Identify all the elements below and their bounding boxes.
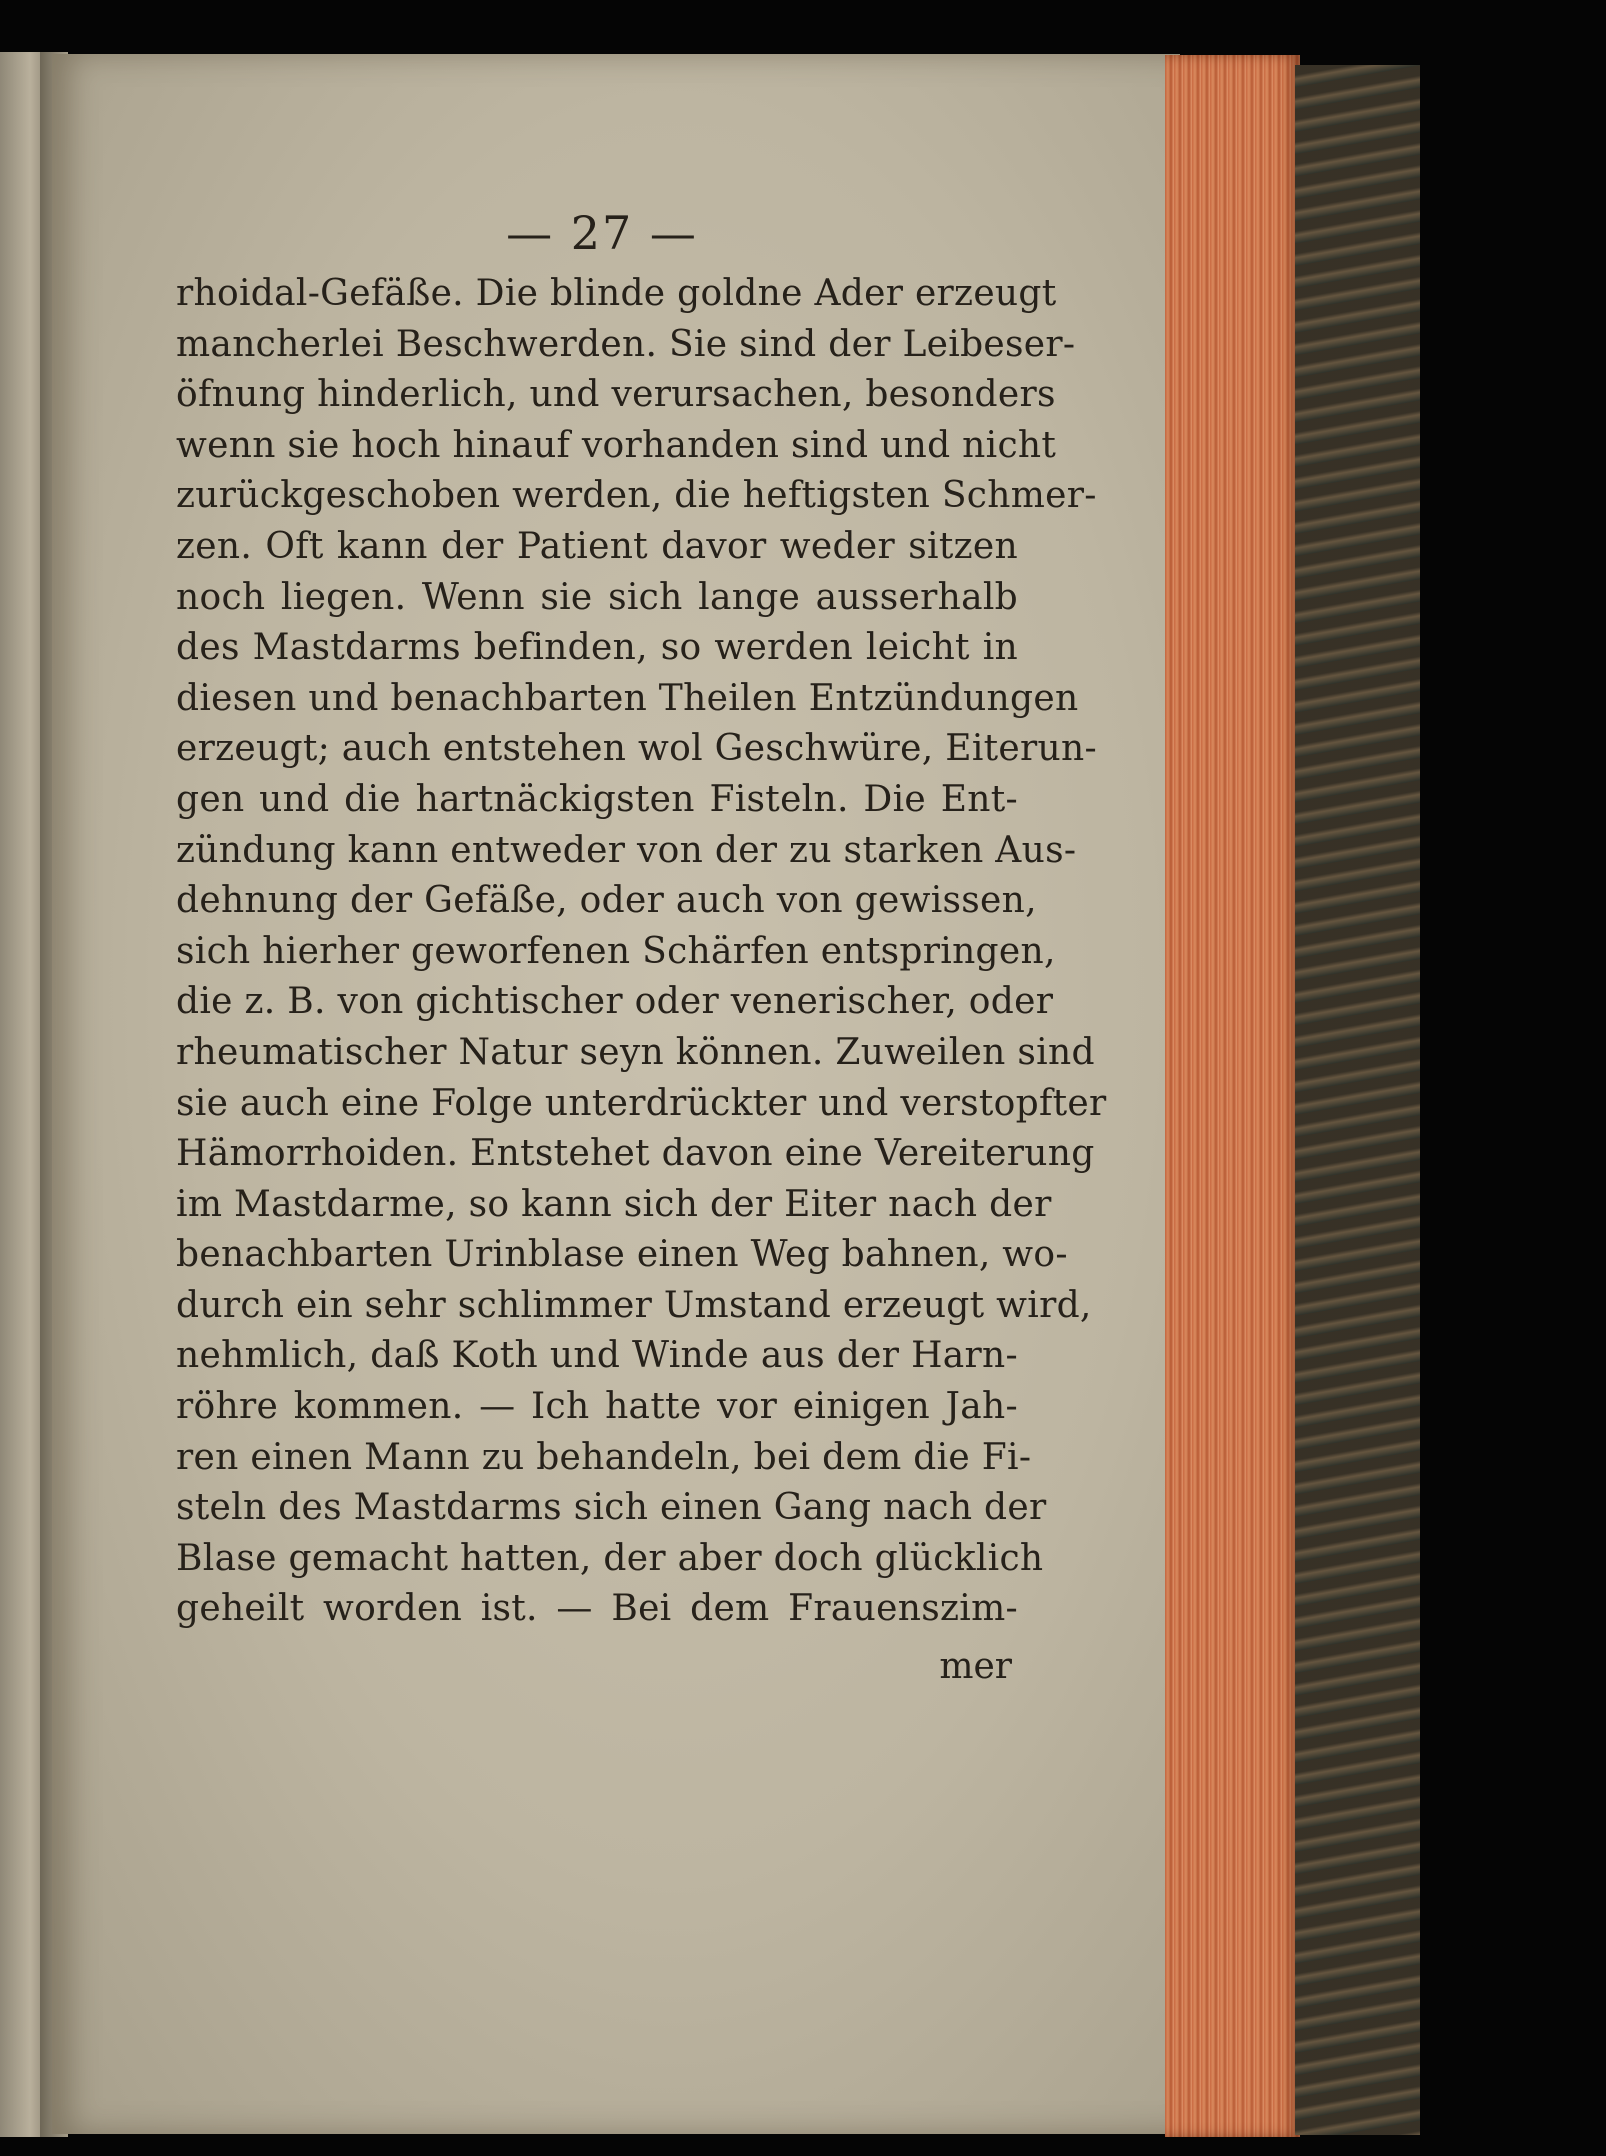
text-line: sie auch eine Folge unterdrückter und verstopfter xyxy=(176,1082,1107,1124)
text-line: steln des Mastdarms sich einen Gang nach der xyxy=(176,1487,1047,1529)
text-line: zündung kann entweder von der zu starken Aus- xyxy=(176,829,1077,871)
text-line: sich hierher geworfenen Schärfen entspringen, xyxy=(176,930,1056,972)
text-line: ren einen Mann zu behandeln, bei dem die Fi- xyxy=(176,1436,1032,1478)
text-line: dehnung der Gefäße, oder auch von gewissen, xyxy=(176,880,1037,922)
text-line: rheumatischer Natur seyn können. Zuweilen sind xyxy=(176,1031,1095,1073)
marbled-cover-board xyxy=(1295,65,1420,2135)
text-line: mancherlei Beschwerden. Sie sind der Leibeser- xyxy=(176,323,1076,365)
body-text xyxy=(176,269,1107,1635)
text-line: durch ein sehr schlimmer Umstand erzeugt wird, xyxy=(176,1284,1092,1326)
text-line: zen. Oft kann der Patient davor weder sitzen xyxy=(176,525,1018,567)
text-line: die z. B. von gichtischer oder venerischer, oder xyxy=(176,981,1054,1023)
page-number: — 27 — xyxy=(506,206,698,260)
text-line: röhre kommen. — Ich hatte vor einigen Jah- xyxy=(176,1386,1018,1428)
text-line: gen und die hartnäckigsten Fisteln. Die Ent- xyxy=(176,778,1018,820)
text-line: noch liegen. Wenn sie sich lange ausserhalb xyxy=(176,576,1018,618)
text-line: Blase gemacht hatten, der aber doch glücklich xyxy=(176,1537,1044,1579)
catchword: mer xyxy=(939,1646,1012,1688)
text-line: erzeugt; auch entstehen wol Geschwüre, Eiterun- xyxy=(176,728,1097,770)
text-line: nehmlich, daß Koth und Winde aus der Harn- xyxy=(176,1335,1018,1377)
text-line: im Mastdarme, so kann sich der Eiter nach der xyxy=(176,1183,1052,1225)
fore-edge xyxy=(1165,55,1300,2137)
text-line: wenn sie hoch hinauf vorhanden sind und nicht xyxy=(176,424,1057,466)
text-block xyxy=(176,205,1107,1695)
text-line: des Mastdarms befinden, so werden leicht in xyxy=(176,627,1018,669)
text-line: öfnung hinderlich, und verursachen, besonders xyxy=(176,374,1056,416)
text-line: Hämorrhoiden. Entstehet davon eine Vereiterung xyxy=(176,1133,1095,1175)
text-line: diesen und benachbarten Theilen Entzündungen xyxy=(176,677,1079,719)
text-line: zurückgeschoben werden, die heftigsten Schmer- xyxy=(176,475,1097,517)
text-line: benachbarten Urinblase einen Weg bahnen, wo- xyxy=(176,1234,1068,1276)
text-line: rhoidal-Gefäße. Die blinde goldne Ader erzeugt xyxy=(176,273,1057,314)
text-line: geheilt worden ist. — Bei dem Frauenszim- xyxy=(176,1588,1018,1630)
